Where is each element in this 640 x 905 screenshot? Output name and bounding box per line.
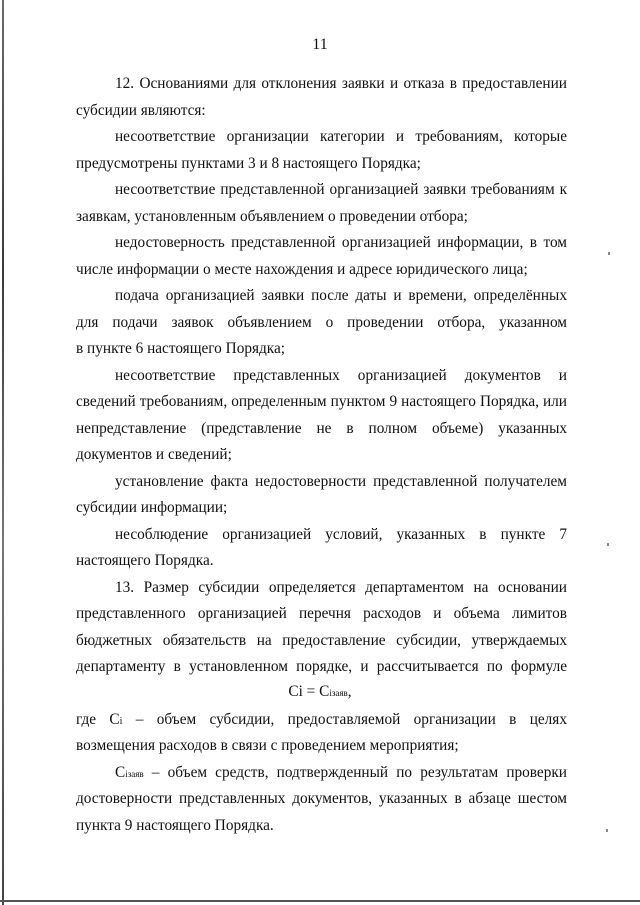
list-item-line: предусмотрены пунктами 3 и 8 настоящего Порядка; [76,155,421,172]
list-item-line: несоответствие представленных организацией документов и [115,367,567,384]
scan-speck [607,543,609,546]
paragraph-13-line: департаменту в установленном порядке, и рассчитывается по формуле [76,658,567,675]
list-item-line: для подачи заявок объявлением о проведении отбора, указанном [76,314,567,331]
list-item-line: настоящего Порядка. [76,552,214,569]
list-item-line: в пункте 6 настоящего Порядка; [76,340,286,357]
page-number: 11 [312,36,328,53]
paragraph-12-line: субсидии являются: [76,102,206,119]
paragraph-13-line: 13. Размер субсидии определяется департаментом на основании [115,579,567,596]
formula-definition-line: возмещения расходов в связи с проведением мероприятия; [76,737,459,754]
scan-speck [606,829,608,832]
list-item-line: подача организацией заявки после даты и времени, определённых [115,287,567,304]
list-item-line: несоблюдение организацией условий, указанных в пункте 7 [115,526,567,543]
list-item-line: документов и сведений; [76,446,232,463]
paragraph-13-line: представленного организацией перечня расходов и объема лимитов [76,605,567,622]
list-item-line: числе информации о месте нахождения и адресе юридического лица; [76,261,528,278]
paragraph-13-line: бюджетных обязательств на предоставление субсидии, утверждаемых [76,632,567,649]
list-item-line: установление факта недостоверности представленной получателем [115,473,567,490]
list-item-line: субсидии информации; [76,499,228,516]
paragraph-12-line: 12. Основаниями для отклонения заявки и отказа в предоставлении [115,75,567,92]
scan-edge-bottom [0,900,640,902]
list-item-line: сведений требованиям, определенным пунктом 9 настоящего Порядка, или [76,393,567,410]
formula-definition-line: где Ci – объем субсидии, предоставляемой организации в целях [76,711,567,728]
formula: Ci = Ciзаяв, [288,683,352,700]
list-item-line: несоответствие представленной организацией заявки требованиям к [115,181,567,198]
formula-definition-line: Ciзаяв – объем средств, подтвержденный по результатам проверки [115,764,567,781]
scan-edge-left [2,0,4,905]
scan-speck [608,252,610,255]
list-item-line: заявкам, установленным объявлением о проведении отбора; [76,208,468,225]
formula-definition-line: пункта 9 настоящего Порядка. [76,817,274,834]
list-item-line: несоответствие организации категории и требованиям, которые [115,128,567,145]
list-item-line: недостоверность представленной организацией информации, в том [115,234,567,251]
formula-definition-line: достоверности представленных документов, указанных в абзаце шестом [76,790,567,807]
list-item-line: непредставление (представление не в полном объеме) указанных [76,420,567,437]
